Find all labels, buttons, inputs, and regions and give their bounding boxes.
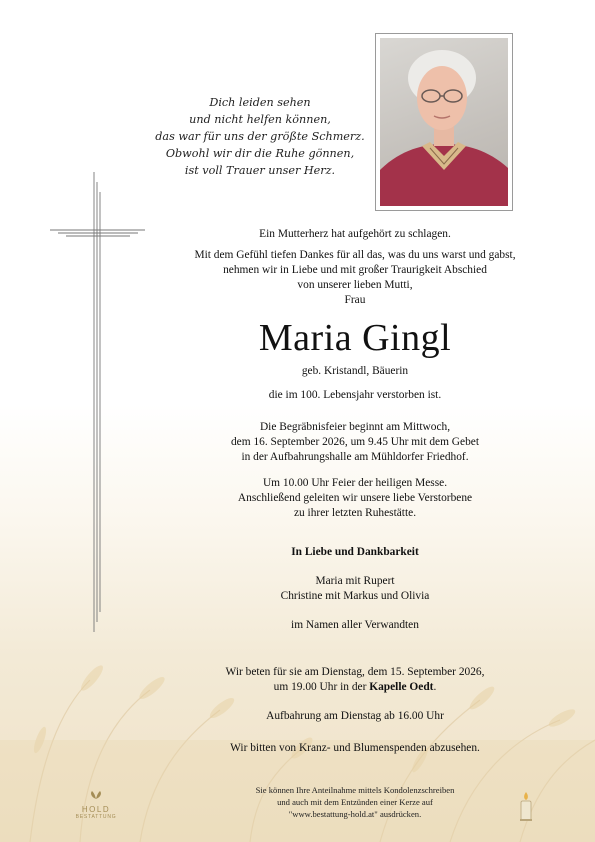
funeral-home-logo [70, 787, 122, 827]
intro-line: nehmen wir in Liebe und mit großer Traurigkeit Abschied [223, 264, 487, 276]
mourner-line: Christine mit Markus und Olivia [280, 590, 430, 602]
leaf-icon [89, 790, 103, 800]
prayer-line: Wir beten für sie am Dienstag, dem 15. September 2026, [225, 666, 485, 678]
prayer-place: Kapelle Oedt [369, 681, 434, 693]
poem [150, 94, 370, 179]
mass-line: zu ihrer letzten Ruhestätte. [293, 507, 417, 519]
logo-subtitle: BESTATTUNG [75, 814, 117, 820]
footer-line: Sie können Ihre Anteilnahme mittels Kondolenzschreiben [255, 785, 455, 795]
logo-name: HOLD [81, 805, 111, 814]
portrait-illustration [380, 38, 508, 206]
viewing-info: Aufbahrung am Dienstag ab 16.00 Uhr [266, 710, 444, 722]
mass-info [145, 476, 565, 521]
age-line: die im 100. Lebensjahr verstorben ist. [268, 389, 442, 401]
prayer-suffix: . [433, 681, 437, 693]
intro-line: Frau [344, 294, 366, 306]
footer-line: "www.bestattung-hold.at" ausdrücken. [288, 809, 422, 819]
poem-line: Dich leiden sehen [209, 96, 311, 109]
cross-icon [50, 172, 145, 632]
footer-line: und auch mit dem Entzünden einer Kerze auf [277, 797, 433, 807]
portrait-frame [375, 33, 513, 211]
mass-line: Um 10.00 Uhr Feier der heiligen Messe. [262, 477, 448, 489]
intro-line: Mit dem Gefühl tiefen Dankes für all das, was du uns warst und gabst, [194, 249, 516, 261]
funeral-line: in der Aufbahrungshalle am Mühldorfer Friedhof. [241, 451, 469, 463]
intro-line: von unserer lieben Mutti, [297, 279, 413, 291]
poem-line: das war für uns der größte Schmerz. [155, 130, 365, 143]
poem-line: Obwohl wir dir die Ruhe gönnen, [165, 147, 355, 160]
prayer-time: um 19.00 Uhr in der [273, 681, 370, 693]
mass-line: Anschließend geleiten wir unsere liebe Verstorbene [237, 492, 473, 504]
mourners [145, 545, 565, 633]
funeral-line: Die Begräbnisfeier beginnt am Mittwoch, [259, 421, 451, 433]
donation-request: Wir bitten von Kranz- und Blumenspenden abzusehen. [230, 742, 480, 754]
birth-info [145, 364, 565, 403]
birth-info-line: geb. Kristandl, Bäuerin [301, 365, 409, 377]
candle-icon[interactable] [516, 790, 536, 822]
mourners-heading: In Liebe und Dankbarkeit [291, 546, 419, 558]
mourner-line: Maria mit Rupert [315, 575, 395, 587]
poem-line: und nicht helfen können, [189, 113, 331, 126]
poem-line: ist voll Trauer unser Herz. [184, 164, 336, 177]
funeral-info [145, 420, 565, 465]
deceased-name: Maria Gingl [258, 317, 452, 359]
intro-text [145, 227, 565, 308]
prayer-line-2 [145, 680, 565, 695]
prayer-info [145, 665, 565, 695]
portrait-photo [380, 38, 508, 206]
funeral-line: dem 16. September 2026, um 9.45 Uhr mit dem Gebet [230, 436, 480, 448]
footer-note [145, 784, 565, 820]
relatives-line: im Namen aller Verwandten [291, 619, 419, 631]
intro-line: Ein Mutterherz hat aufgehört zu schlagen. [259, 228, 451, 240]
